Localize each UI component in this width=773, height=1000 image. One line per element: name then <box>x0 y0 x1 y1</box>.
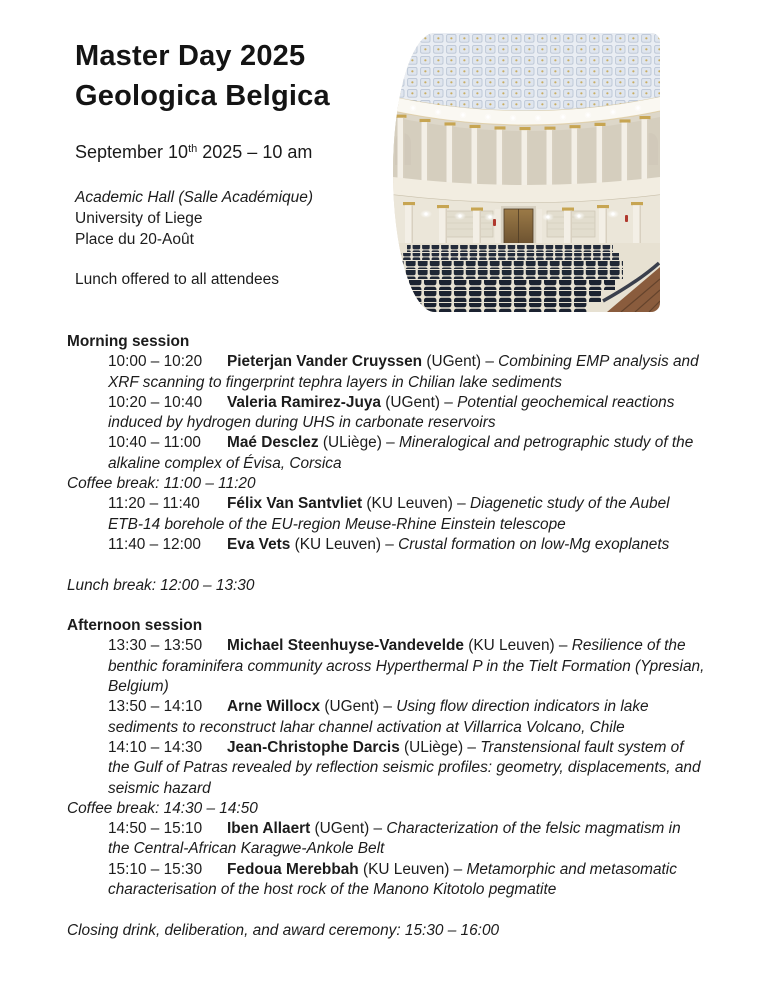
venue-hall: Academic Hall (Salle Académique) <box>75 189 314 206</box>
venue-address: Place du 20-Août <box>75 231 194 248</box>
talk-affiliation: (KU Leuven) – <box>358 860 467 878</box>
talk-item <box>108 636 705 697</box>
spacer <box>67 596 712 616</box>
talk-time: 13:30 – 13:50 <box>108 637 203 655</box>
event-date <box>75 142 385 163</box>
talk-time: 14:10 – 14:30 <box>108 738 203 756</box>
break-label: Coffee break: 11:00 – 11:20 <box>67 475 256 493</box>
talk-time: 10:20 – 10:40 <box>108 393 203 411</box>
talk-title: Mineralogical and petrographic study of the alkaline complex of Évisa, Corsica <box>108 434 694 472</box>
talk-time: 10:00 – 10:20 <box>108 353 203 371</box>
talk-affiliation: (UGent) – <box>381 393 458 411</box>
talk-item <box>108 738 705 799</box>
talk-affiliation: (UGent) – <box>422 353 499 371</box>
spacer <box>67 555 712 575</box>
talk-item <box>108 819 705 860</box>
title-line-2: Geologica Belgica <box>75 80 330 112</box>
seat-rows <box>393 245 623 312</box>
talk-title: Transtensional fault system of the Gulf of Patras revealed by reflection seismic profiles: geometry, displacements, and seismic hazard <box>108 738 701 797</box>
break-label: Coffee break: 14:30 – 14:50 <box>67 799 258 817</box>
talk-affiliation: (KU Leuven) – <box>463 637 572 655</box>
fire-extinguisher <box>493 219 496 226</box>
talk-time: 11:40 – 12:00 <box>108 535 201 553</box>
talk-speaker: Maé Desclez <box>227 434 319 452</box>
dome-ceiling <box>393 33 660 111</box>
talk-item <box>108 352 705 393</box>
talk-speaker: Iben Allaert <box>227 820 311 838</box>
lunch-note: Lunch offered to all attendees <box>75 271 279 288</box>
date-rest: 2025 – 10 am <box>197 142 313 162</box>
break-label: Closing drink, deliberation, and award ceremony: 15:30 – 16:00 <box>67 921 500 939</box>
talk-title: Using flow direction indicators in lake sediments to reconstruct lahar channel activation at Villarrica Volcano, Chile <box>108 698 649 736</box>
talk-title: Metamorphic and metasomatic characterisation of the host rock of the Manono Kitotolo pegmatite <box>108 860 677 899</box>
session-header: Morning session <box>67 333 190 350</box>
venue-block <box>75 187 385 250</box>
talk-affiliation: (ULiège) – <box>399 738 481 756</box>
page-title <box>75 36 385 116</box>
title-line-1: Master Day 2025 <box>75 40 306 72</box>
spacer <box>67 900 712 920</box>
talk-time: 14:50 – 15:10 <box>108 820 203 838</box>
talk-affiliation: (KU Leuven) – <box>362 495 470 513</box>
talk-affiliation: (KU Leuven) – <box>290 535 399 553</box>
break-label: Lunch break: 12:00 – 13:30 <box>67 576 255 594</box>
talk-affiliation: (UGent) – <box>320 698 397 716</box>
venue-university: University of Liege <box>75 210 203 227</box>
talk-time: 15:10 – 15:30 <box>108 860 203 878</box>
date-prefix: September 10 <box>75 142 189 162</box>
talk-time: 13:50 – 14:10 <box>108 698 203 716</box>
fire-extinguisher <box>625 215 628 222</box>
talk-speaker: Valeria Ramirez-Juya <box>227 393 381 411</box>
talk-speaker: Jean-Christophe Darcis <box>227 738 400 756</box>
talk-item <box>108 860 705 901</box>
schedule-list <box>67 332 712 941</box>
hall-door <box>501 206 536 245</box>
academic-hall-illustration <box>393 33 660 312</box>
talk-speaker: Pieterjan Vander Cruyssen <box>227 353 423 371</box>
talk-speaker: Fedoua Merebbah <box>227 860 359 878</box>
talk-speaker: Arne Willocx <box>227 698 321 716</box>
talk-item <box>108 494 705 535</box>
talk-title: Crustal formation on low-Mg exoplanets <box>398 535 670 553</box>
talk-item <box>108 433 705 474</box>
talk-affiliation: (UGent) – <box>310 820 387 838</box>
talk-title: Potential geochemical reactions induced by hydrogen during UHS in carbonate reservoirs <box>108 393 675 432</box>
session-header: Afternoon session <box>67 617 203 635</box>
intro-block <box>75 36 385 289</box>
talk-time: 10:40 – 11:00 <box>108 434 201 452</box>
talk-title: Characterization of the felsic magmatism in the Central-African Karagwe-Ankole Belt <box>108 820 681 858</box>
talk-speaker: Eva Vets <box>227 535 291 553</box>
talk-speaker: Félix Van Santvliet <box>227 495 363 513</box>
talk-item <box>108 535 705 555</box>
talk-title: Combining EMP analysis and XRF scanning to fingerprint tephra layers in Chilian lake sediments <box>108 353 699 391</box>
date-ordinal: th <box>188 143 198 155</box>
academic-hall-photo <box>393 33 660 312</box>
talk-title: Resilience of the benthic foraminifera community across Hyperthermal P in the Tielt Formation (Ypresian, Belgium) <box>108 637 705 696</box>
talk-item <box>108 393 705 434</box>
talk-time: 11:20 – 11:40 <box>108 495 200 513</box>
talk-affiliation: (ULiège) – <box>318 434 399 452</box>
talk-title: Diagenetic study of the Aubel ETB-14 borehole of the EU-region Meuse-Rhine Einstein telescope <box>108 495 670 533</box>
talk-speaker: Michael Steenhuyse-Vandevelde <box>227 637 464 655</box>
talk-item <box>108 697 705 738</box>
